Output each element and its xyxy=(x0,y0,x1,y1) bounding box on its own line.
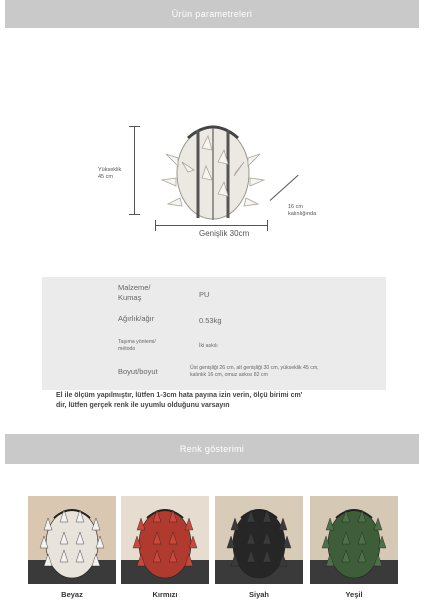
spec-value: PU xyxy=(199,290,210,299)
spec-value-line2: kalınlık 16 cm, omuz askısı 82 cm xyxy=(190,371,268,378)
backpack-image xyxy=(158,118,268,228)
depth-label xyxy=(288,204,316,218)
spec-value: 0.53kg xyxy=(199,316,222,325)
height-cap-top xyxy=(129,126,140,127)
width-cap-left xyxy=(155,220,156,231)
width-cap-right xyxy=(267,220,268,231)
width-label: Genişlik 30cm xyxy=(199,229,250,238)
section-header-colors xyxy=(5,434,419,464)
height-label-line1: Yükseklik xyxy=(98,167,122,173)
spec-value-line1: Üst genişliği 26 cm, alt genişliği 30 cm, yükseklik 45 cm, xyxy=(190,365,319,371)
color-label: Kırmızı xyxy=(152,590,178,599)
depth-dimension-line xyxy=(270,175,299,201)
note-line2: dir, lütfen gerçek renk ile uyumlu olduğunu varsayın xyxy=(56,402,230,410)
color-swatch-image xyxy=(310,496,398,584)
spec-key: Boyut/boyut xyxy=(118,367,158,376)
color-swatch-image xyxy=(28,496,116,584)
color-swatch-image xyxy=(215,496,303,584)
dimension-diagram xyxy=(0,28,424,268)
depth-label-line1: 16 cm xyxy=(288,204,303,210)
height-label-line2: 45 cm xyxy=(98,174,113,181)
measurement-note xyxy=(56,391,386,411)
color-label: Siyah xyxy=(248,590,269,599)
height-dimension-line xyxy=(134,126,135,214)
height-label xyxy=(98,167,121,181)
spec-key-line1: Taşıma yöntemi/ xyxy=(118,339,156,345)
section-title: Renk gösterimi xyxy=(179,444,245,454)
spec-key-line2: Kumaş xyxy=(118,292,142,302)
spec-key: Ağırlık/ağır xyxy=(118,314,155,323)
note-line1: El ile ölçüm yapılmıştır, lütfen 1-3cm hata payına izin verin, ölçü birimi cm' xyxy=(56,392,303,399)
color-swatch-image xyxy=(121,496,209,584)
depth-label-line2: kalınlığında xyxy=(288,211,317,218)
width-dimension-line xyxy=(155,225,268,226)
spec-table xyxy=(42,277,386,390)
spec-value xyxy=(190,365,319,379)
spec-key xyxy=(118,339,156,353)
section-header-parameters xyxy=(5,0,419,28)
spec-key xyxy=(118,283,151,303)
color-label: Yeşil xyxy=(345,590,363,599)
section-title: Ürün parametreleri xyxy=(171,9,253,19)
spec-key-line1: Malzeme/ xyxy=(118,283,151,292)
height-cap-bottom xyxy=(129,214,140,215)
color-label: Beyaz xyxy=(61,590,83,599)
spec-key-line2: método xyxy=(118,345,136,352)
spec-value: İki askılı xyxy=(199,343,218,349)
